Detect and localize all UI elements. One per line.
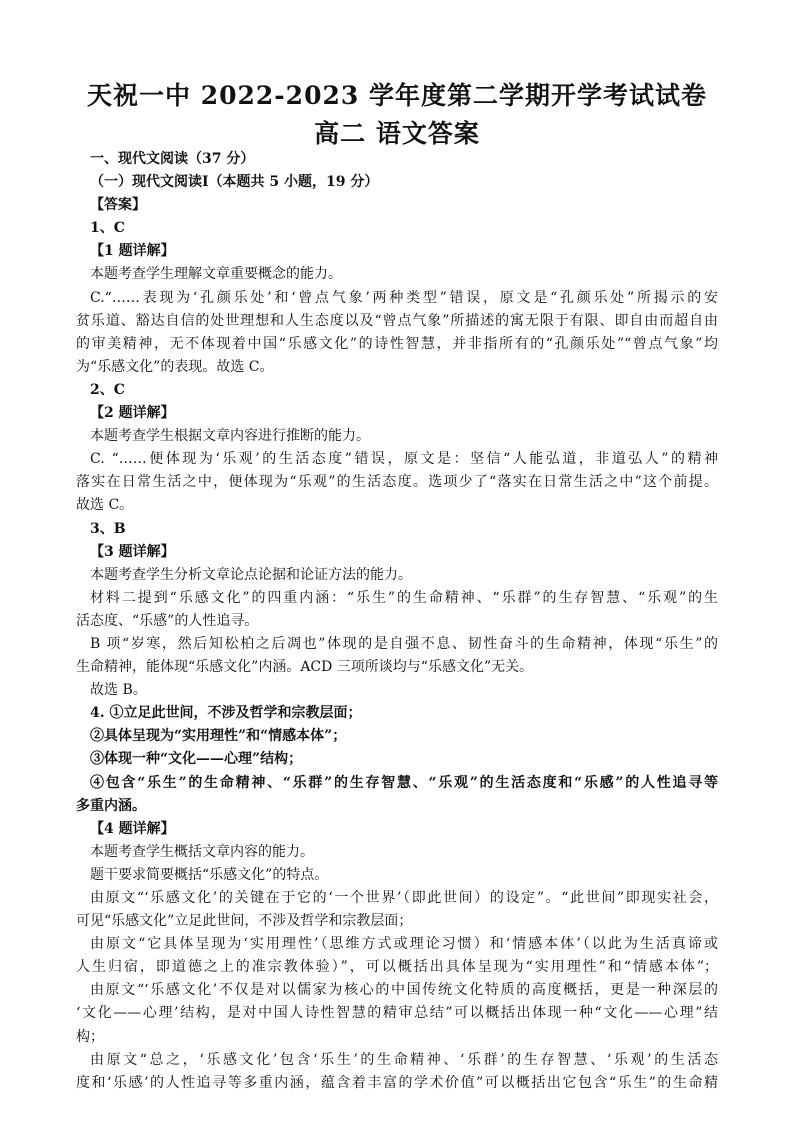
text-line: 题干要求简要概括“乐感文化”的特点。: [90, 866, 329, 883]
text-line: 由原文“总之，‘乐感文化’包含‘乐生’的生命精神、‘乐群’的生存智慧、‘乐观’的生活态: [90, 1051, 718, 1068]
text-line: 2、C: [90, 381, 125, 398]
text-line: 由原文“‘乐感文化’的关键在于它的‘一个世界’（即此世间）的设定”。“此世间”即现实社会，: [90, 890, 718, 906]
text-line: 可见“乐感文化”立足此世间，不涉及哲学和宗教层面；: [76, 913, 413, 930]
text-line: 故选 C。: [76, 497, 134, 514]
text-line: 由原文“‘乐感文化’不仅是对以儒家为核心的中国传统文化特质的高度概括，更是一种深层的: [90, 982, 718, 999]
answer-body: [76, 148, 718, 1095]
text-line: ‘文化——心理’结构，是对中国人诗性智慧的精审总结”可以概括出体现一种“文化——心理”结: [76, 1005, 718, 1022]
text-line: 本题考查学生根据文章内容进行推断的能力。: [90, 428, 370, 445]
text-line: 多重内涵。: [76, 797, 146, 814]
text-line: 本题考查学生概括文章内容的能力。: [90, 843, 314, 860]
text-line: 1、C: [90, 220, 125, 237]
text-line: 【2 题详解】: [90, 405, 175, 422]
text-line: 生命精神，能体现“乐感文化”内涵。ACD 三项所谈均与“乐感文化”无关。: [76, 659, 534, 676]
text-line: 由原文“它具体呈现为‘实用理性’（思维方式或理论习惯）和‘情感本体’（以此为生活真谛或: [90, 936, 718, 953]
text-line: 材料二提到“乐感文化”的四重内涵：“乐生”的生命精神、“乐群”的生存智慧、“乐观”的生: [90, 589, 718, 606]
text-line: 落实在日常生活之中，便体现为“乐观”的生活态度。选项少了“落实在日常生活之中”这个前提。: [76, 474, 718, 491]
text-line: B 项“岁寒，然后知松柏之后凋也”体现的是自强不息、韧性奋斗的生命精神，体现“乐生”的: [90, 635, 718, 652]
text-line: 度和‘乐感’的人性追寻等多重内涵，蕴含着丰富的学术价值”可以概括出它包含“乐生”的生命精: [76, 1074, 718, 1091]
text-line: ④包含“乐生”的生命精神、“乐群”的生存智慧、“乐观”的生活态度和“乐感”的人性追寻等: [90, 774, 718, 791]
text-line: ③体现一种“文化——心理”结构；: [90, 751, 303, 768]
text-line: 的审美精神，无不体现着中国“乐感文化”的诗性智慧，并非指所有的“孔颜乐处”“曾点气象”均: [76, 335, 718, 352]
text-line: 本题考查学生理解文章重要概念的能力。: [90, 266, 342, 283]
text-line: 【1 题详解】: [90, 243, 175, 260]
text-line: 故选 B。: [90, 682, 147, 699]
document-subtitle: 高二 语文答案: [314, 119, 480, 148]
text-line: 构；: [76, 1028, 104, 1045]
text-line: 活态度、“乐感”的人性追寻。: [76, 612, 259, 629]
text-line: 贫乐道、豁达自信的处世理想和人生态度以及“曾点气象”所描述的寓无限于有限、即自由而超自由: [76, 312, 718, 329]
text-line: ②具体呈现为“实用理性”和“情感本体”；: [90, 728, 347, 745]
text-line: 一、现代文阅读（37 分）: [90, 151, 255, 167]
text-line: 【4 题详解】: [90, 820, 175, 837]
text-line: 为“乐感文化”的表现。故选 C。: [76, 358, 274, 375]
text-line: 4. ①立足此世间，不涉及哲学和宗教层面；: [90, 705, 362, 722]
text-line: 【答案】: [90, 197, 146, 214]
text-line: 【3 题详解】: [90, 543, 175, 560]
text-line: 本题考查学生分析文章论点论据和论证方法的能力。: [90, 566, 412, 583]
document-title: 天祝一中 2022-2023 学年度第二学期开学考试试卷: [87, 81, 707, 110]
text-line: C. “……便体现为‘乐观’的生活态度”错误，原文是：坚信“人能弘道，非道弘人”的精神: [90, 451, 718, 468]
text-line: 人生归宿，即道德之上的准宗教体验）”，可以概括出具体呈现为“实用理性”和“情感本体”；: [76, 959, 718, 976]
text-line: C.“……表现为‘孔颜乐处’和‘曾点气象’两种类型”错误，原文是“孔颜乐处”所揭示的安: [90, 289, 718, 306]
text-line: （一）现代文阅读Ⅰ（本题共 5 小题，19 分）: [90, 174, 379, 191]
text-line: 3、B: [90, 520, 126, 537]
